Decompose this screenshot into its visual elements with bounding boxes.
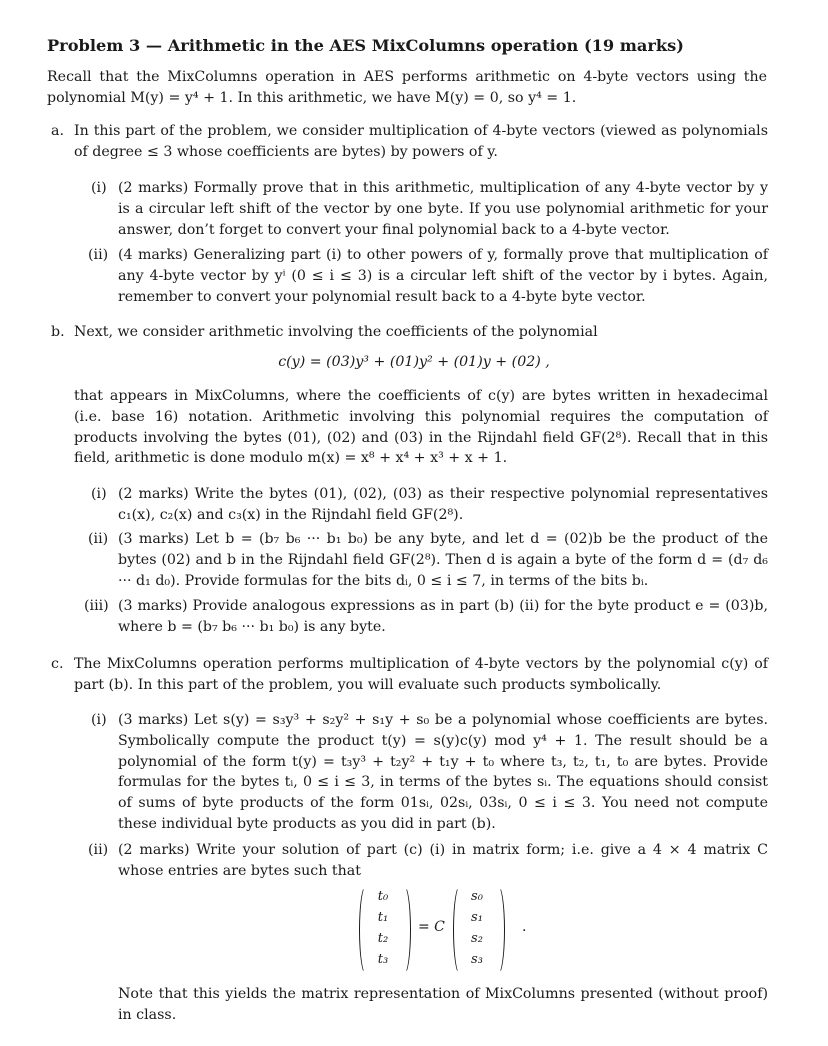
polynomial-c-equation: c(y) = (03)y³ + (01)y² + (01)y + (02) , — [278, 354, 550, 370]
part-c-ii-label: (ii) — [88, 842, 109, 858]
part-a-text: In this part of the problem, we consider multiplication of 4-byte vectors (viewed as polynomials of degree ≤ 3 whose coefficients are bytes) by powers of y. — [74, 123, 768, 160]
matrix-trailing-period: . — [522, 919, 527, 935]
s0-entry: s₀ — [471, 889, 483, 904]
part-b-label: b. — [51, 324, 65, 340]
t3-entry: t₃ — [377, 952, 389, 967]
problem-title: Problem 3 — Arithmetic in the AES MixColumns operation (19 marks) — [47, 36, 684, 55]
part-c-text: The MixColumns operation performs multiplication of 4-byte vectors by the polynomial c(y) of part (b). In this part of the problem, you will evaluate such products symbolically. — [74, 656, 768, 693]
part-b-ii-label: (ii) — [88, 531, 109, 547]
t2-entry: t₂ — [377, 931, 389, 946]
closing-note: Note that this yields the matrix representation of MixColumns presented (without proof) in class. — [118, 986, 768, 1023]
part-a-ii-label: (ii) — [88, 247, 109, 263]
s2-entry: s₂ — [471, 931, 483, 946]
part-a-i-text: (2 marks) Formally prove that in this arithmetic, multiplication of any 4-byte vector by y is a circular left shift of the vector by one byte. If you use polynomial arithmetic for your answer, don’t forget to convert your final polynomial back to a 4-byte vector. — [118, 180, 768, 238]
part-b-ii-text: (3 marks) Let b = (b₇ b₆ ··· b₁ b₀) be any byte, and let d = (02)b be the product of the bytes (02) and b in the Rijndahl field GF(2⁸). Then d is again a byte of the form d = (d₇ d₆ ··· d₁ d₀). Provide formulas for the bits dᵢ, 0 ≤ i ≤ 7, in terms of the bits bᵢ. — [118, 531, 768, 589]
right-vector-close-paren — [491, 885, 505, 975]
t1-entry: t₁ — [377, 910, 389, 925]
part-b-iii-label: (iii) — [84, 598, 109, 614]
part-c-i-text: (3 marks) Let s(y) = s₃y³ + s₂y² + s₁y + s₀ be a polynomial whose coefficients are bytes. Symbolically compute the product t(y) = s(y)c(y) mod y⁴ + 1. The result should be a polynomial of the form t(y) = t₃y³ + t₂y² + t₁y + t₀ where t₃, t₂, t₁, t₀ are bytes. Provide formulas for the bytes tᵢ, 0 ≤ i ≤ 3, in terms of the bytes sᵢ. The equations should consist of sums of byte products of the form 01sᵢ, 02sᵢ, 03sᵢ, 0 ≤ i ≤ 3. You need not compute these individual byte products as you did in part (b). — [118, 712, 768, 832]
t0-entry: t₀ — [377, 889, 389, 904]
equals-c-operator: = C — [418, 919, 445, 935]
part-a-label: a. — [51, 123, 64, 139]
intro-paragraph: Recall that the MixColumns operation in AES performs arithmetic on 4-byte vectors using the polynomial M(y) = y⁴ + 1. In this arithmetic, we have M(y) = 0, so y⁴ = 1. — [47, 69, 767, 106]
s1-entry: s₁ — [471, 910, 483, 925]
part-b-text-continued: that appears in MixColumns, where the coefficients of c(y) are bytes written in hexadecimal (i.e. base 16) notation. Arithmetic involving this polynomial requires the computation of products involving the bytes (01), (02) and (03) in the Rijndahl field GF(2⁸). Recall that in this field, arithmetic is done modulo m(x) = x⁸ + x⁴ + x³ + x + 1. — [74, 388, 768, 467]
part-b-iii-text: (3 marks) Provide analogous expressions as in part (b) (ii) for the byte product e = (03)b, where b = (b₇ b₆ ··· b₁ b₀) is any byte. — [118, 598, 768, 635]
part-c-i-label: (i) — [91, 712, 107, 728]
part-b-i-label: (i) — [91, 486, 107, 502]
part-a-i-label: (i) — [91, 180, 107, 196]
part-b-text: Next, we consider arithmetic involving the coefficients of the polynomial — [74, 324, 598, 340]
part-b-i-text: (2 marks) Write the bytes (01), (02), (03) as their respective polynomial representatives c₁(x), c₂(x) and c₃(x) in the Rijndahl field GF(2⁸). — [118, 486, 768, 523]
left-vector-close-paren — [397, 885, 411, 975]
matrix-equation — [355, 885, 535, 975]
part-c-ii-text: (2 marks) Write your solution of part (c) (i) in matrix form; i.e. give a 4 × 4 matrix C whose entries are bytes such that — [118, 842, 768, 879]
part-a-ii-text: (4 marks) Generalizing part (i) to other powers of y, formally prove that multiplication of any 4-byte vector by yⁱ (0 ≤ i ≤ 3) is a circular left shift of the vector by i bytes. Again, remember to convert your polynomial result back to a 4-byte byte vector. — [118, 247, 768, 305]
s3-entry: s₃ — [471, 952, 483, 967]
part-c-label: c. — [51, 656, 64, 672]
